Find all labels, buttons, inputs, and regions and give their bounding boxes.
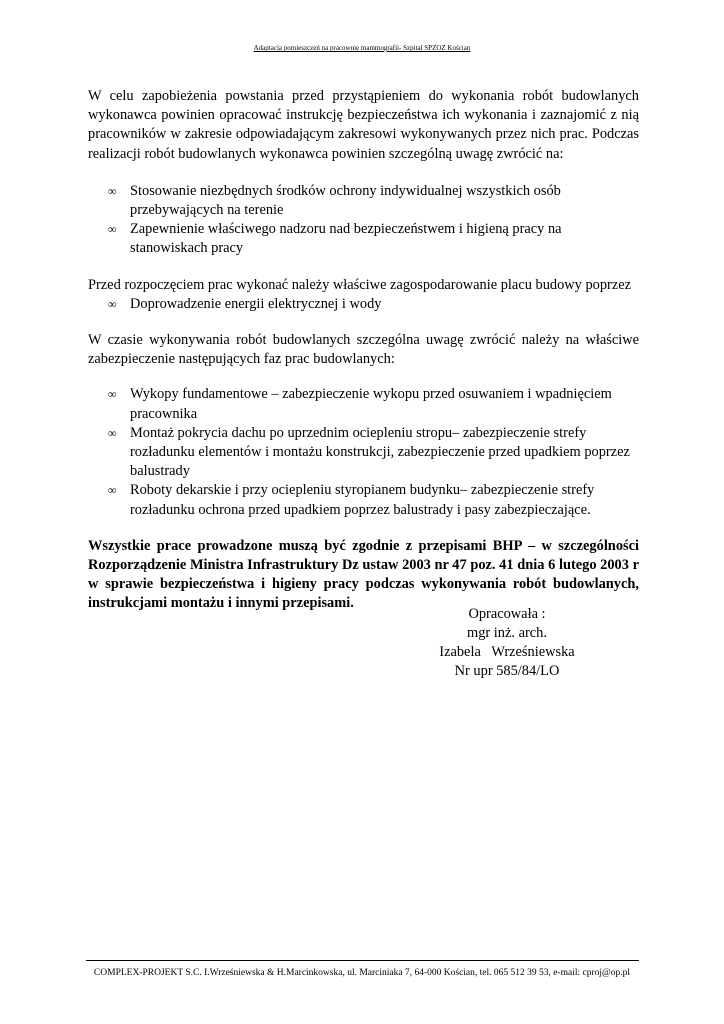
phases-paragraph: W czasie wykonywania robót budowlanych szczególna uwagę zwrócić należy na właściwe zabezpieczenie następujących faz prac budowlanych: xyxy=(88,332,639,368)
list-item: ∞ Stosowanie niezbędnych środków ochrony indywidualnej wszystkich osób przebywających na terenie xyxy=(108,182,561,219)
signature-license: Nr upr 585/84/LO xyxy=(454,663,560,679)
bullet-icon: ∞ xyxy=(108,387,117,402)
list-item: ∞ Zapewnienie właściwego nadzoru nad bezpieczeństwem i higieną pracy na stanowiskach pracy xyxy=(108,221,562,257)
list-item: ∞ Wykopy fundamentowe – zabezpieczenie wykopu przed osuwaniem i wpadnięciem pracownika xyxy=(108,386,612,422)
intro-paragraph: W celu zapobieżenia powstania przed przystąpieniem do wykonania robót budowlanych wykonawca powinien opracować instrukcję bezpieczeństwa ich wykonania i zaznajomić z nią pracowników w zakresie odpowiadającym zakresowi wykonywanych przez nich prac. Podczas realizacji robót budowlanych wykonawca powinien szczególną uwagę zwrócić na: xyxy=(88,88,639,162)
phases-list xyxy=(88,385,639,519)
signature-label: Opracowała : xyxy=(468,606,546,622)
footer-divider xyxy=(86,960,639,961)
bullet-icon: ∞ xyxy=(108,296,117,311)
site-list xyxy=(88,295,639,314)
list-item: ∞ Montaż pokrycia dachu po uprzednim ociepleniu stropu– zabezpieczenie strefy rozładunku elementów i montażu konstrukcji, zabezpieczenie przed upadkiem poprzez balustrady xyxy=(108,424,630,480)
bhp-regulations-paragraph: Wszystkie prace prowadzone muszą być zgodnie z przepisami BHP – w szczególności Rozporządzenie Ministra Infrastruktury Dz ustaw 2003 nr 47 poz. 41 dnia 6 lutego 2003 r w sprawie bezpieczeństwa i higieny pracy podczas wykonywania robót budowlanych, instrukcjami montażu i innymi przepisami. xyxy=(88,537,639,612)
bullet-icon: ∞ xyxy=(108,425,117,440)
document-body xyxy=(88,87,639,614)
list-item: ∞ Doprowadzenie energii elektrycznej i wody xyxy=(88,295,639,314)
bullet-icon: ∞ xyxy=(108,483,117,498)
list-item: ∞ Roboty dekarskie i przy ociepleniu styropianem budynku– zabezpieczenie strefy rozładunku ochrona przed upadkiem poprzez balustrady i pasy zabezpieczające. xyxy=(108,482,595,518)
site-paragraph: Przed rozpoczęciem prac wykonać należy właściwe zagospodarowanie placu budowy poprzez xyxy=(88,276,632,293)
signature-title: mgr inż. arch. xyxy=(467,625,547,641)
safety-list xyxy=(88,182,639,259)
bullet-icon: ∞ xyxy=(108,183,117,198)
page-footer: COMPLEX-PROJEKT S.C. I.Wrześniewska & H.Marcinkowska, ul. Marciniaka 7, 64-000 Kościan, tel. 065 512 39 53, e-mail: cproj@op.pl xyxy=(93,968,631,978)
signature-name: Izabela Wrześniewska xyxy=(439,644,575,660)
page-header: Adaptacja pomieszczeń na pracownię mammografii- Szpital SPZOZ Kościan xyxy=(253,44,471,52)
bullet-icon: ∞ xyxy=(108,222,117,237)
signature-block xyxy=(422,605,592,681)
